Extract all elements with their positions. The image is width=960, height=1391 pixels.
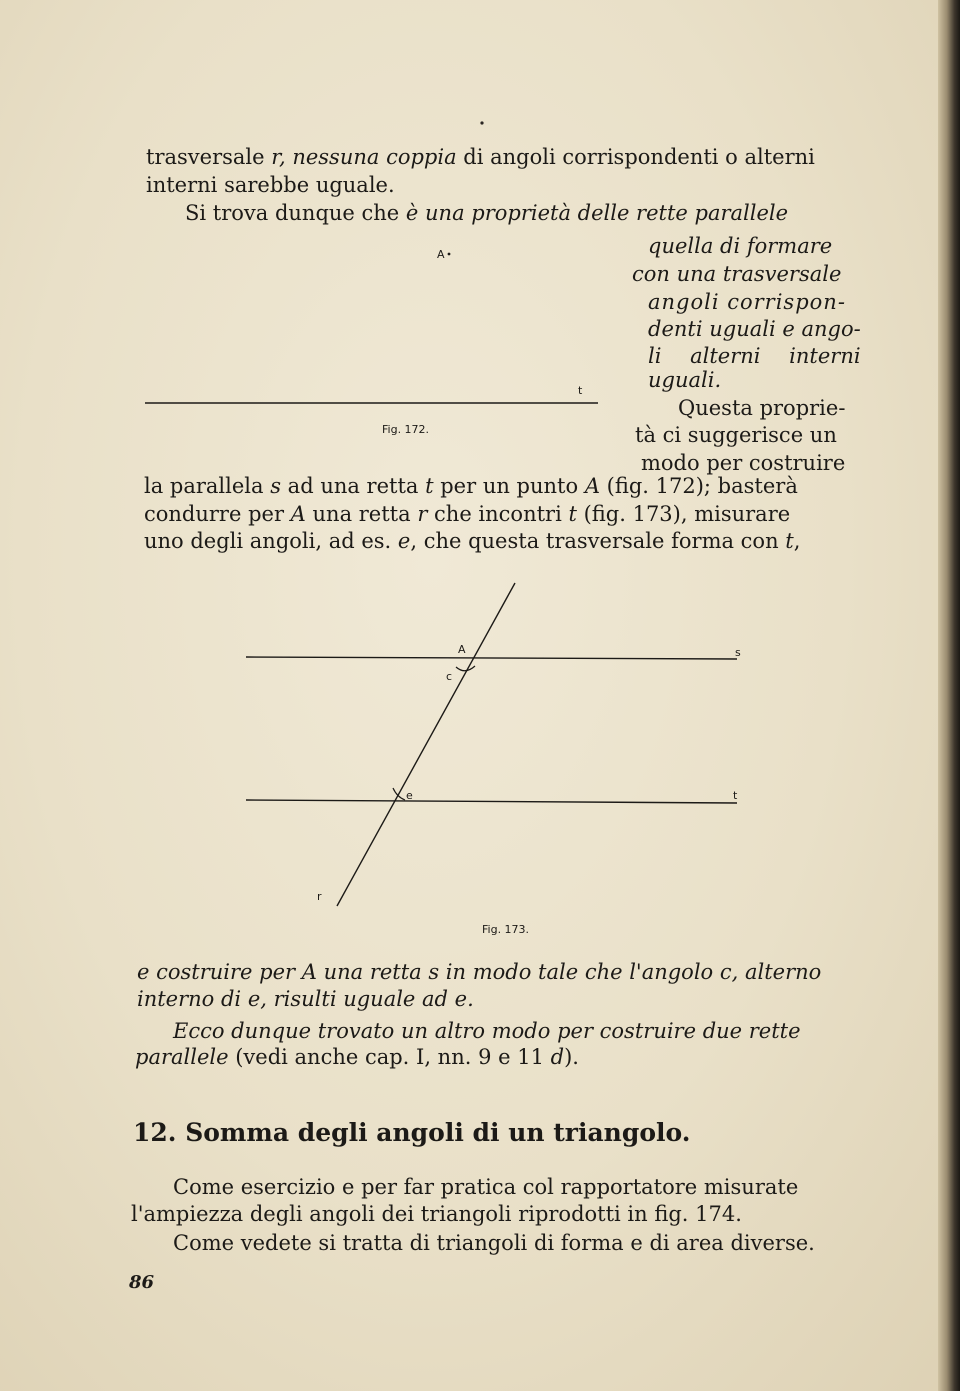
text-line-para4-2: parallele (vedi anche cap. I, nn. 9 e 11 d).	[135, 1045, 579, 1069]
text-line-para3-1: e costruire per A una retta s in modo tale che l'angolo c, alterno	[137, 960, 822, 984]
right-col-line-6: uguali.	[648, 368, 722, 392]
text-line-para5-3: Come vedete si tratta di triangoli di forma e di area diverse.	[173, 1231, 815, 1255]
fig173-caption: Fig. 173.	[482, 923, 530, 936]
fig172-label-t: t	[578, 384, 583, 397]
fig173-label-A: A	[458, 643, 466, 656]
right-col-line-8: tà ci suggerisce un	[635, 423, 837, 447]
right-col-line-4: denti uguali e ango-	[648, 317, 861, 341]
fig173-label-c: c	[446, 670, 453, 683]
fig173-label-r: r	[317, 890, 322, 903]
text-line-2: interni sarebbe uguale.	[146, 173, 395, 197]
fig173-label-e: e	[406, 789, 413, 802]
text-line-para2-1: la parallela s ad una retta t per un punto A (fig. 172); basterà	[144, 474, 798, 498]
fig173-line-t	[246, 800, 737, 803]
fig173-angle-c-arc	[456, 666, 475, 671]
text-line-1: trasversale r, nessuna coppia di angoli corrispondenti o alterni	[146, 145, 815, 169]
text-line-para3-2: interno di e, risulti uguale ad e.	[137, 987, 474, 1011]
right-col-line-5: li alterni interni	[648, 344, 861, 368]
fig172-caption: Fig. 172.	[382, 423, 430, 436]
right-col-line-3: angoli corrispon-	[648, 290, 846, 314]
text-line-3: Si trova dunque che è una proprietà delle rette parallele	[185, 201, 789, 225]
fig173-label-s: s	[735, 646, 741, 659]
text-line-para5-2: l'ampiezza degli angoli dei triangoli riprodotti in fig. 174.	[131, 1202, 742, 1226]
text-line-para2-2: condurre per A una retta r che incontri t (fig. 173), misurare	[144, 502, 791, 526]
fig173-line-s	[246, 657, 737, 659]
section-heading: 12. Somma degli angoli di un triangolo.	[133, 1118, 691, 1147]
text-line-para2-3: uno degli angoli, ad es. e, che questa trasversale forma con t,	[144, 529, 801, 553]
text-line-para4-1: Ecco dunque trovato un altro modo per costruire due rette	[173, 1019, 801, 1043]
fig173-line-r	[337, 583, 515, 906]
right-col-line-2: con una trasversale	[632, 262, 842, 286]
right-col-line-7: Questa proprie-	[678, 396, 846, 420]
page-number: 86	[129, 1272, 155, 1293]
fig173-label-t: t	[733, 789, 738, 802]
text-line-para5-1: Come esercizio e per far pratica col rapportatore misurate	[173, 1175, 799, 1199]
fig172-label-a: A	[437, 248, 445, 261]
right-col-line-1: quella di formare	[648, 234, 833, 258]
right-col-line-9: modo per costruire	[641, 451, 846, 475]
